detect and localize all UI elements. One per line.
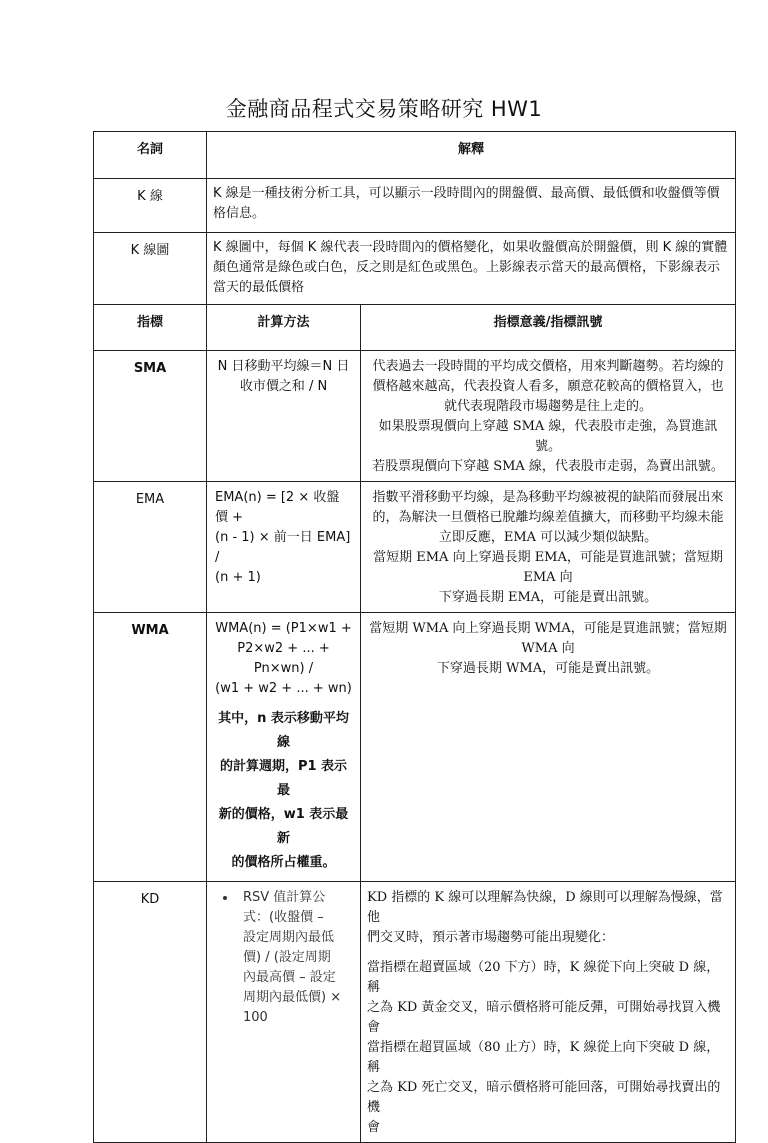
meaning-line: 如果股票現價向上穿越 SMA 線，代表股市走強，為買進訊號。 [378,419,718,454]
method-line: 收市價之和 / N [239,379,328,394]
indicator-row-ema [94,482,736,613]
note-line: 的價格所占權重。 [231,855,336,870]
method-line: EMA(n) = [2 × 收盤價 + [215,490,340,525]
term-name: K 線 [94,179,207,233]
indicator-row-sma [94,351,736,482]
meaning-cell [361,351,736,482]
term-row [94,179,736,233]
meaning-line: 當短期 EMA 向上穿過長期 EMA，可能是買進訊號；當短期 EMA 向 [373,550,723,585]
method-header: 計算方法 [207,305,361,351]
method-line: (w1 + w2 + ... + wn) [215,681,352,696]
meaning-cell [361,882,736,1143]
method-line: 內最高價 – 設定 [243,970,336,985]
explanation-header: 解釋 [207,132,736,179]
meaning-line: 們交叉時，預示著市場趨勢可能出現變化： [367,930,615,945]
note-line: 新的價格，w1 表示最新 [218,807,349,846]
method-cell [207,351,361,482]
method-line: 價) / (設定周期 [243,950,331,965]
method-bullet-list [225,888,354,1028]
term-header-row [94,132,736,179]
meaning-line: 代表過去一段時間的平均成交價格，用來判斷趨勢。若均線的 [372,359,724,374]
indicator-header-row [94,305,736,351]
meaning-line: 下穿過長期 EMA，可能是賣出訊號。 [438,590,658,605]
method-line: WMA(n) = (P1×w1 + [215,621,352,636]
method-cell [207,882,361,1143]
indicator-name: KD [94,882,207,1143]
indicator-row-kd [94,882,736,1143]
indicator-name: SMA [94,351,207,482]
meaning-line: 若股票現價向下穿越 SMA 線，代表股市走弱，為賣出訊號。 [372,459,724,474]
method-line: 式：(收盤價 – [243,910,324,925]
method-line: P2×w2 + ... + Pn×wn) / [237,641,330,676]
meaning-cell [361,482,736,613]
meaning-line: 之為 KD 黃金交叉，暗示價格將可能反彈，可開始尋找買入機會 [367,1000,721,1035]
note-line: 其中，n 表示移動平均線 [218,711,349,750]
indicator-header: 指標 [94,305,207,351]
meaning-line: 價格越來越高，代表投資人看多，願意花較高的價格買入，也 [372,379,724,394]
method-line: 設定周期內最低 [243,930,335,945]
meaning-line: 之為 KD 死亡交叉，暗示價格將可能回落，可開始尋找賣出的機 [367,1080,721,1115]
method-line: N 日移動平均線＝N 日 [217,359,350,374]
method-note [215,707,352,875]
method-bullet-item [237,888,354,1028]
term-explanation: K 線圖中，每個 K 線代表一段時間內的價格變化，如果收盤價高於開盤價，則 K 線的實體顏色通常是綠色或白色，反之則是紅色或黑色。上影線表示當天的最高價格，下影線表示當天的最低價格 [207,233,736,305]
meaning-line: 會 [367,1120,381,1135]
method-line: 100 [243,1010,268,1025]
term-name: K 線圖 [94,233,207,305]
note-line: 的計算週期，P1 表示最 [219,759,348,798]
method-line: 周期內最低價) × [243,990,342,1005]
method-cell [207,482,361,613]
meaning-line: 當指標在超買區域（80 止方）時，K 線從上向下突破 D 線，稱 [367,1040,720,1075]
meaning-cell [361,613,736,882]
method-cell [207,613,361,882]
indicator-table [93,131,736,1143]
document-title: 金融商品程式交易策略研究 HW1 [225,97,543,121]
meaning-line: 的，為解決一旦價格已脫離均線差值擴大，而移動平均線未能 [372,510,724,525]
method-line: (n + 1) [215,570,261,585]
method-line: (n - 1) × 前一日 EMA] / [215,530,351,565]
meaning-header: 指標意義/指標訊號 [361,305,736,351]
term-explanation: K 線是一種技術分析工具，可以顯示一段時間內的開盤價、最高價、最低價和收盤價等價格信息。 [207,179,736,233]
meaning-line: 當指標在超賣區域（20 下方）時，K 線從下向上突破 D 線，稱 [367,960,720,995]
indicator-name: WMA [94,613,207,882]
indicator-name: EMA [94,482,207,613]
meaning-line: 當短期 WMA 向上穿過長期 WMA，可能是買進訊號；當短期 WMA 向 [369,621,727,656]
meaning-line: 立即反應，EMA 可以減少類似缺點。 [438,530,658,545]
meaning-line: 指數平滑移動平均線，是為移動平均線被視的缺陷而發展出來 [372,490,724,505]
method-line: RSV 值計算公 [243,890,326,905]
meaning-line: 就代表現階段市場趨勢是往上走的。 [444,399,653,414]
term-header: 名詞 [94,132,207,179]
indicator-row-wma [94,613,736,882]
meaning-line: KD 指標的 K 線可以理解為快線，D 線則可以理解為慢線，當他 [367,890,723,925]
term-row [94,233,736,305]
meaning-line: 下穿過長期 WMA，可能是賣出訊號。 [436,661,660,676]
